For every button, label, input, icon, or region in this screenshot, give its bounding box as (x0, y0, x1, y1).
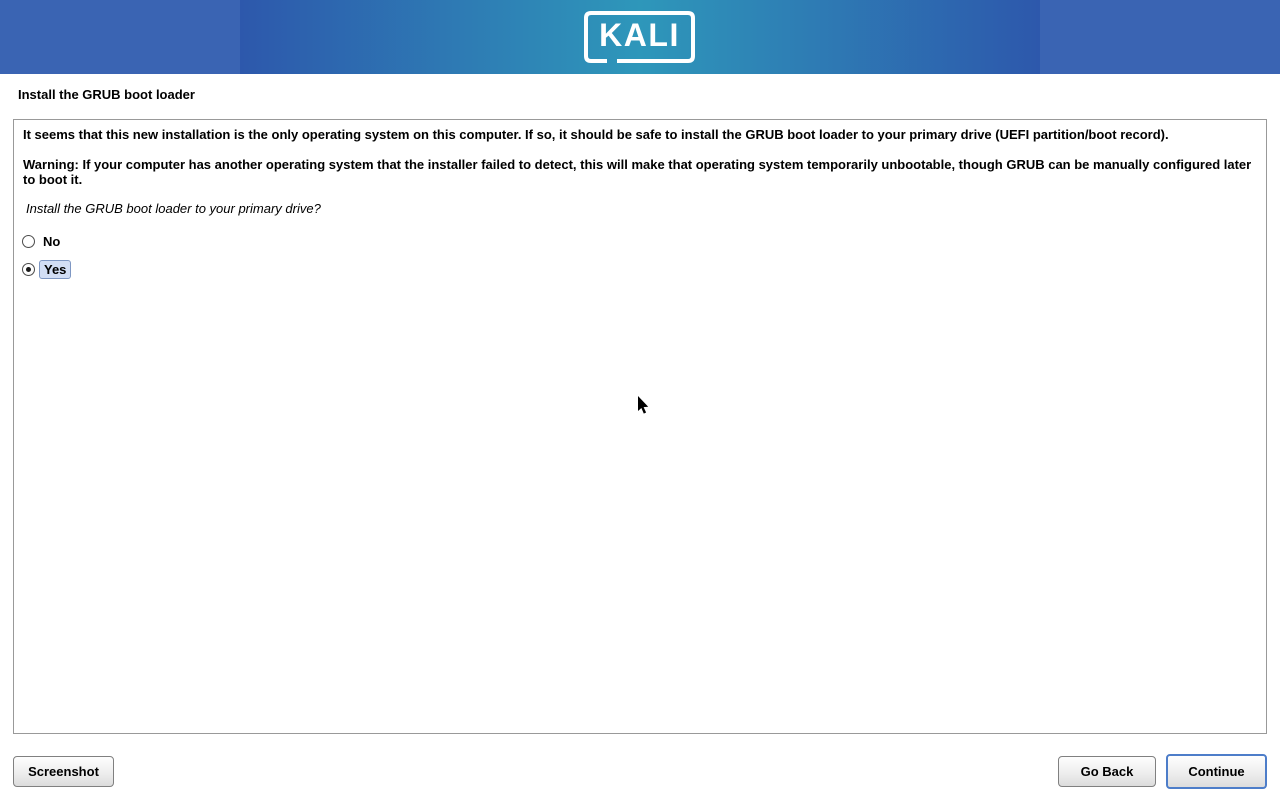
go-back-button[interactable]: Go Back (1058, 756, 1156, 787)
question-text: Install the GRUB boot loader to your primary drive? (26, 201, 321, 216)
kali-logo-text: KALI (599, 17, 680, 53)
radio-option-yes[interactable] (22, 260, 71, 278)
warning-paragraph: Warning: If your computer has another operating system that the installer failed to detect, this will make that operating system temporarily unbootable, though GRUB can be manually configured later to boot it. (23, 157, 1252, 187)
radio-option-no[interactable] (22, 232, 60, 250)
installer-banner (0, 0, 1280, 74)
page-title: Install the GRUB boot loader (18, 87, 195, 102)
screenshot-button[interactable]: Screenshot (13, 756, 114, 787)
radio-label-yes[interactable]: Yes (39, 260, 71, 279)
kali-logo (583, 10, 696, 64)
continue-button[interactable]: Continue (1166, 754, 1267, 789)
radio-button-no-icon[interactable] (22, 235, 35, 248)
intro-paragraph: It seems that this new installation is the only operating system on this computer. If so, it should be safe to install the GRUB boot loader to your primary drive (UEFI partition/boot record). (23, 127, 1169, 142)
radio-button-yes-icon[interactable] (22, 263, 35, 276)
radio-label-no[interactable]: No (43, 233, 61, 249)
dialog-content-box (13, 119, 1267, 734)
